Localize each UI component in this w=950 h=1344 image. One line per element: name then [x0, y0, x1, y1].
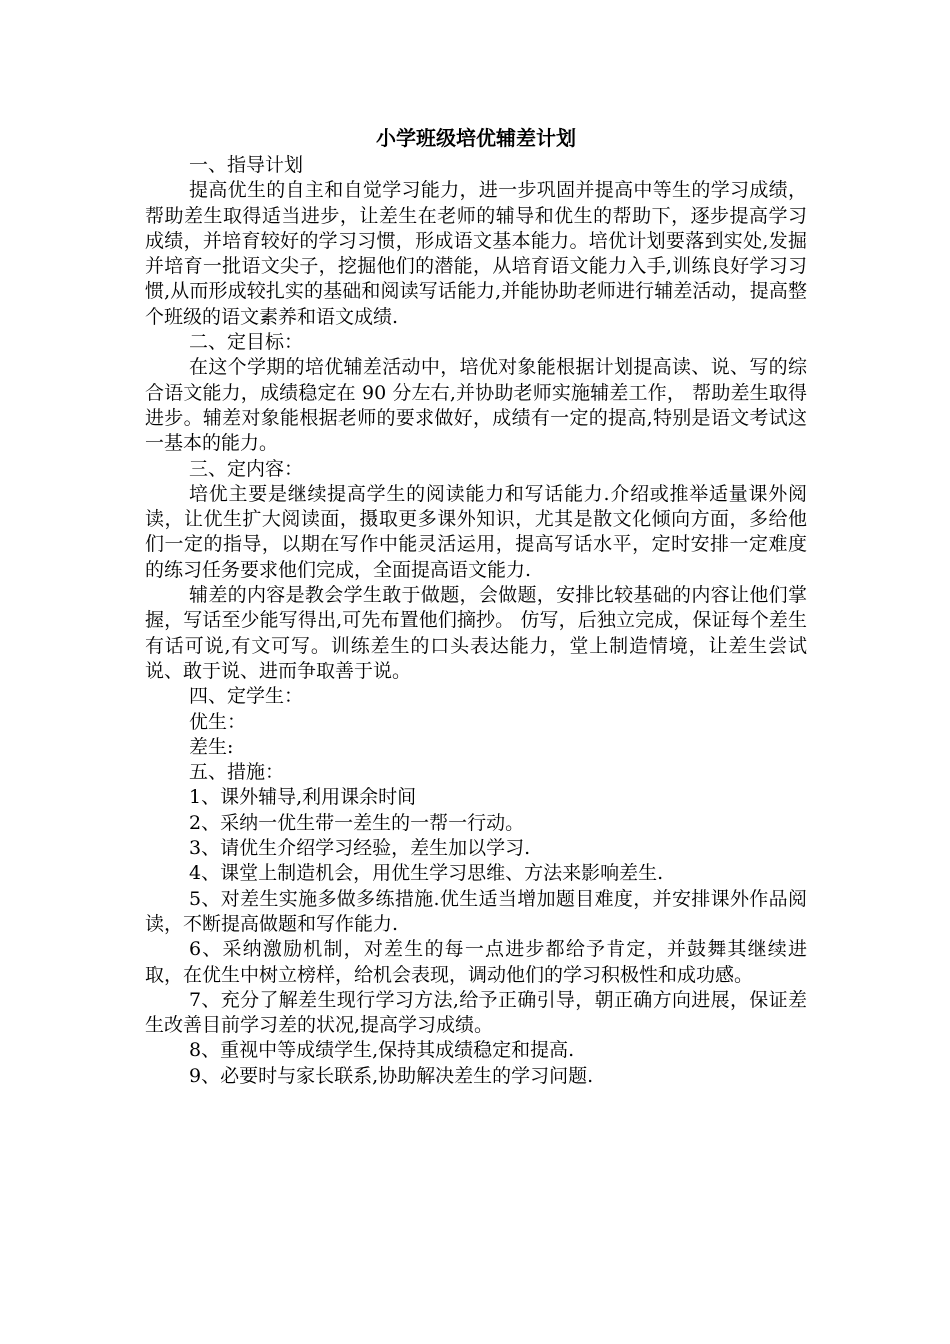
paragraph-guidance: 提高优生的自主和自觉学习能力，进一步巩固并提高中等生的学习成绩，帮助差生取得适当进步，让差生在老师的辅导和优生的帮助下，逐步提高学习成绩，并培育较好的学习习惯，形成语文基本能力。培优计划要落到实处,发掘并培育一批语文尖子，挖掘他们的潜能，从培育语文能力入手,训练良好学习习惯,从而形成较扎实的基础和阅读写话能力,并能协助老师进行辅差活动，提高整个班级的语文素养和语文成绩. — [145, 179, 807, 328]
measure-item: 2、采纳一优生带一差生的一帮一行动。 — [189, 811, 525, 834]
measure-item: 7、充分了解差生现行学习方法,给予正确引导，朝正确方向进展，保证差生改善目前学习差的状况,提高学习成绩。 — [145, 988, 807, 1037]
section-heading-guidance: 一、指导计划 — [189, 154, 304, 176]
paragraph-content-advanced: 培优主要是继续提高学生的阅读能力和写话能力.介绍或推举适量课外阅读，让优生扩大阅读面，摄取更多课外知识，尤其是散文化倾向方面，多给他们一定的指导，以期在写作中能灵活运用，提高写话水平，定时安排一定难度的练习任务要求他们完成，全面提高语文能力. — [145, 482, 807, 581]
paragraph-goals: 在这个学期的培优辅差活动中，培优对象能根据计划提高读、说、写的综合语文能力，成绩稳定在 90 分左右,并协助老师实施辅差工作， 帮助差生取得进步。辅差对象能根据老师的要求做好，成绩有一定的提高,特别是语文考试这一基本的能力。 — [145, 356, 807, 455]
section-heading-measures: 五、措施： — [189, 761, 285, 784]
label-advanced-students: 优生： — [189, 710, 247, 733]
measure-item: 4、课堂上制造机会，用优生学习思维、方法来影响差生. — [189, 862, 664, 885]
document-page — [145, 123, 807, 1089]
section-heading-goals: 二、定目标： — [189, 331, 304, 354]
label-weak-students: 差生: — [189, 735, 234, 758]
paragraph-content-remedial: 辅差的内容是教会学生敢于做题，会做题，安排比较基础的内容让他们掌握，写话至少能写得出,可先布置他们摘抄。 仿写，后独立完成，保证每个差生有话可说,有文可写。训练差生的口头表达能力，堂上制造情境，让差生尝试说、敢于说、进而争取善于说。 — [145, 584, 807, 682]
section-heading-students: 四、定学生： — [189, 685, 304, 708]
section-heading-content: 三、定内容： — [189, 457, 304, 480]
measure-item: 3、请优生介绍学习经验，差生加以学习. — [189, 837, 531, 860]
measure-item: 9、必要时与家长联系,协助解决差生的学习问题. — [189, 1064, 594, 1087]
measure-item: 8、重视中等成绩学生,保持其成绩稳定和提高. — [189, 1039, 575, 1062]
measure-item: 5、对差生实施多做多练措施.优生适当增加题目难度，并安排课外作品阅读，不断提高做题和写作能力. — [145, 887, 807, 935]
measure-item: 1、课外辅导,利用课余时间 — [189, 786, 417, 809]
document-title: 小学班级培优辅差计划 — [376, 126, 576, 150]
measure-item: 6、采纳激励机制，对差生的每一点进步都给予肯定，并鼓舞其继续进取，在优生中树立榜样，给机会表现，调动他们的学习积极性和成功感。 — [145, 938, 807, 986]
